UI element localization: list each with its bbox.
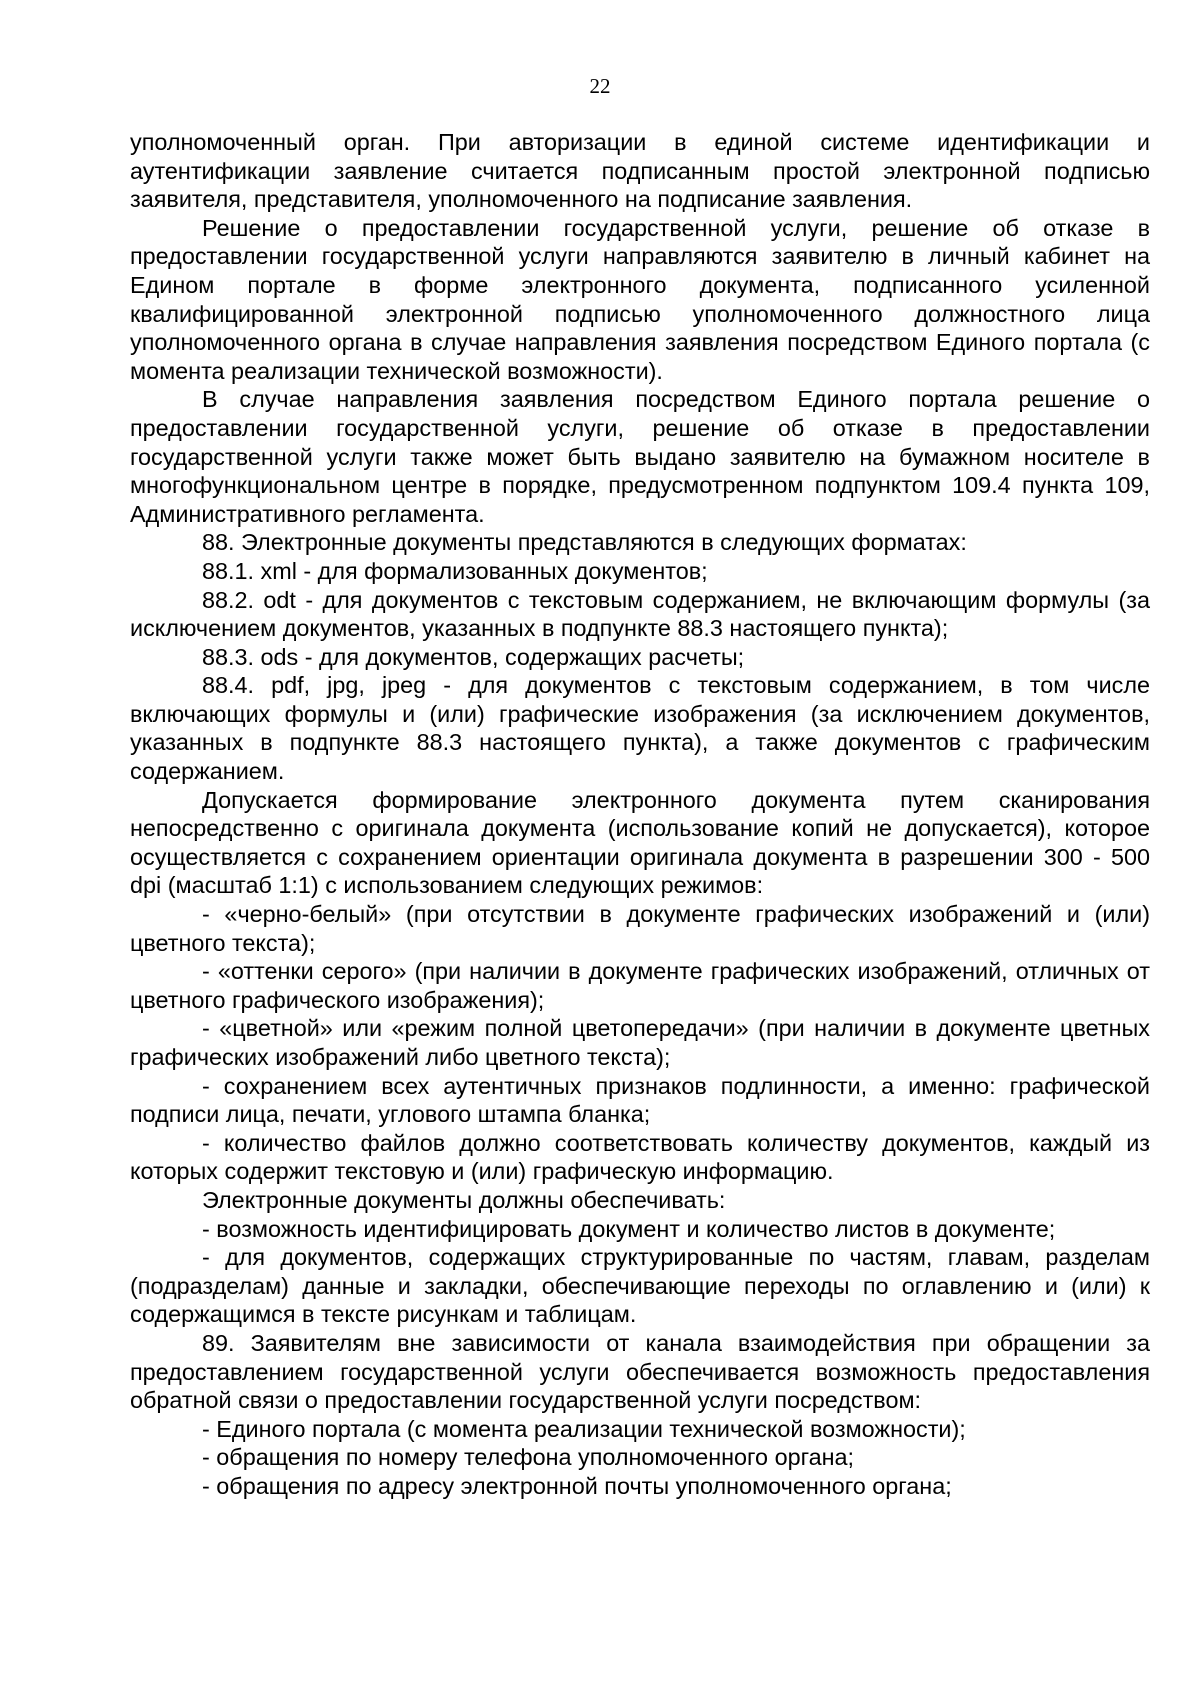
paragraph: - количество файлов должно соответствовать количеству документов, каждый из которых содержит текстовую и (или) графическую информацию. <box>130 1129 1150 1185</box>
paragraph: Электронные документы должны обеспечивать: <box>202 1186 726 1213</box>
paragraph: - Единого портала (с момента реализации технической возможности); <box>202 1415 966 1442</box>
paragraph: - возможность идентифицировать документ и количество листов в документе; <box>202 1215 1056 1242</box>
paragraph: 88.2. odt - для документов с текстовым содержанием, не включающим формулы (за исключением документов, указанных в подпункте 88.3 настоящего пункта); <box>130 586 1150 642</box>
paragraph: 88.4. pdf, jpg, jpeg - для документов с текстовым содержанием, в том числе включающих формулы и (или) графические изображения (за исключением документов, указанных в подпункте 88.3 настоящего пункта), а также документов с графическим содержанием. <box>130 672 1150 785</box>
paragraph: 88. Электронные документы представляются в следующих форматах: <box>202 529 967 556</box>
paragraph: - «цветной» или «режим полной цветопередачи» (при наличии в документе цветных графических изображений либо цветного текста); <box>130 1015 1150 1070</box>
paragraph: 88.1. xml - для формализованных документов; <box>202 557 708 584</box>
paragraph: В случае направления заявления посредством Единого портала решение о предоставлении государственной услуги, решение об отказе в предоставлении государственной услуги также может быть выдано заявителю на бумажном носителе в многофункциональном центре в порядке, предусмотренном подпунктом 109.4 пункта 109, Административного регламента. <box>130 386 1150 527</box>
paragraph: - для документов, содержащих структурированные по частям, главам, разделам (подразделам) данные и закладки, обеспечивающие переходы по оглавлению и (или) к содержащимся в тексте рисункам и таблицам. <box>130 1244 1150 1328</box>
paragraph: уполномоченный орган. При авторизации в единой системе идентификации и аутентификации заявление считается подписанным простой электронной подписью заявителя, представителя, уполномоченного на подписание заявления. <box>130 129 1150 213</box>
paragraph: 88.3. ods - для документов, содержащих расчеты; <box>202 643 745 670</box>
paragraph: - обращения по адресу электронной почты уполномоченного органа; <box>202 1472 952 1499</box>
paragraph: - сохранением всех аутентичных признаков подлинности, а именно: графической подписи лица, печати, углового штампа бланка; <box>130 1072 1150 1128</box>
paragraph: - «оттенки серого» (при наличии в документе графических изображений, отличных от цветного графического изображения); <box>130 958 1150 1013</box>
page-number: 22 <box>589 74 611 98</box>
paragraph: - «черно-белый» (при отсутствии в документе графических изображений и (или) цветного текста); <box>130 901 1150 956</box>
paragraph: Допускается формирование электронного документа путем сканирования непосредственно с оригинала документа (использование копий не допускается), которое осуществляется с сохранением ориентации оригинала документа в разрешении 300 - 500 dpi (масштаб 1:1) с использованием следующих режимов: <box>130 786 1150 899</box>
paragraph: - обращения по номеру телефона уполномоченного органа; <box>202 1444 855 1471</box>
body-text <box>130 128 1150 1501</box>
paragraph: Решение о предоставлении государственной услуги, решение об отказе в предоставлении государственной услуги направляются заявителю в личный кабинет на Едином портале в форме электронного документа, подписанного усиленной квалифицированной электронной подписью уполномоченного должностного лица уполномоченного органа в случае направления заявления посредством Единого портала (с момента реализации технической возможности). <box>130 214 1150 384</box>
paragraph: 89. Заявителям вне зависимости от канала взаимодействия при обращении за предоставлением государственной услуги обеспечивается возможность предоставления обратной связи о предоставлении государственной услуги посредством: <box>130 1329 1150 1414</box>
